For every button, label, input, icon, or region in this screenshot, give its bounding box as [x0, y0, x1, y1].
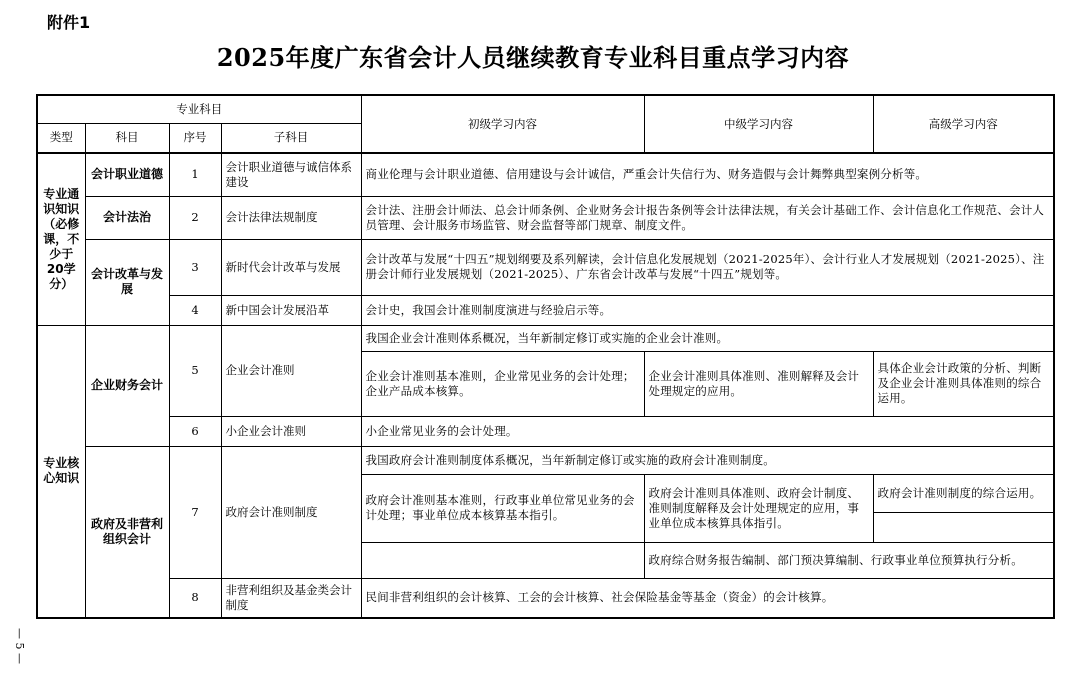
header-type: 类型: [37, 123, 85, 153]
table-row: [37, 416, 1054, 446]
subsubject-cell: 会计职业道德与诚信体系建设: [221, 153, 361, 196]
table-row: [37, 295, 1054, 325]
page-number: — 5 —: [13, 628, 26, 664]
table-row: [37, 325, 1054, 351]
table-row: [37, 239, 1054, 295]
subsubject-cell: 新中国会计发展沿革: [221, 295, 361, 325]
content-cell: 我国政府会计准则制度体系概况，当年新制定修订或实施的政府会计准则制度。: [361, 446, 1054, 474]
header-row-1: [37, 95, 1054, 123]
subsubject-cell: 会计法律法规制度: [221, 196, 361, 239]
type-general: 专业通识知识（必修课，不少于20学分）: [37, 153, 85, 325]
subject-enterprise: 企业财务会计: [85, 325, 169, 446]
content-cell: 民间非营利组织的会计核算、工会的会计核算、社会保险基金等基金（资金）的会计核算。: [361, 578, 1054, 618]
seq-cell: 6: [169, 416, 221, 446]
intermediate-content-cell: 政府会计准则具体准则、政府会计制度、准则制度解释及会计处理规定的应用，事业单位成本核算具体指引。: [644, 474, 873, 542]
intermediate-senior-content-cell: 政府综合财务报告编制、部门预决算编制、行政事业单位预算执行分析。: [644, 542, 1054, 578]
seq-cell: 5: [169, 325, 221, 416]
table-row: [37, 153, 1054, 196]
subject-government: 政府及非营利组织会计: [85, 446, 169, 618]
header-intermediate: 中级学习内容: [644, 95, 873, 153]
table-row: [37, 446, 1054, 474]
header-subsubject: 子科目: [221, 123, 361, 153]
junior-content-spacer: [361, 542, 644, 578]
seq-cell: 3: [169, 239, 221, 295]
senior-content-cell: 具体企业会计政策的分析、判断及企业会计准则具体准则的综合运用。: [873, 351, 1054, 416]
intermediate-content-cell: 企业会计准则具体准则、准则解释及会计处理规定的应用。: [644, 351, 873, 416]
header-seq: 序号: [169, 123, 221, 153]
seq-cell: 7: [169, 446, 221, 578]
subject-reform: 会计改革与发展: [85, 239, 169, 325]
senior-content-spacer: [873, 512, 1054, 542]
table-row: [37, 196, 1054, 239]
header-group: 专业科目: [37, 95, 361, 123]
junior-content-cell: 企业会计准则基本准则，企业常见业务的会计处理；企业产品成本核算。: [361, 351, 644, 416]
document-title: 2025年度广东省会计人员继续教育专业科目重点学习内容: [216, 43, 850, 72]
table-row: [37, 578, 1054, 618]
subsubject-cell: 新时代会计改革与发展: [221, 239, 361, 295]
seq-cell: 1: [169, 153, 221, 196]
subsubject-cell: 企业会计准则: [221, 325, 361, 416]
content-cell: 我国企业会计准则体系概况，当年新制定修订或实施的企业会计准则。: [361, 325, 1054, 351]
seq-cell: 4: [169, 295, 221, 325]
subsubject-cell: 小企业会计准则: [221, 416, 361, 446]
content-cell: 会计改革与发展“十四五”规划纲要及系列解读，会计信息化发展规划（2021-2025年）、会计行业人才发展规划（2021-2025）、注册会计师行业发展规划（2021-2025）、广东省会计改革与发展“十四五”规划等。: [361, 239, 1054, 295]
subsubject-cell: 非营利组织及基金类会计制度: [221, 578, 361, 618]
subsubject-cell: 政府会计准则制度: [221, 446, 361, 578]
type-core: 专业核心知识: [37, 325, 85, 618]
header-junior: 初级学习内容: [361, 95, 644, 153]
attachment-label: 附件1: [47, 13, 91, 32]
content-cell: 小企业常见业务的会计处理。: [361, 416, 1054, 446]
content-cell: 会计史，我国会计准则制度演进与经验启示等。: [361, 295, 1054, 325]
seq-cell: 2: [169, 196, 221, 239]
header-subject: 科目: [85, 123, 169, 153]
content-cell: 会计法、注册会计师法、总会计师条例、企业财务会计报告条例等会计法律法规，有关会计基础工作、会计信息化工作规范、会计人员管理、会计服务市场监管、财会监督等部门规章、制度文件。: [361, 196, 1054, 239]
subject-law: 会计法治: [85, 196, 169, 239]
junior-content-cell: 政府会计准则基本准则，行政事业单位常见业务的会计处理；事业单位成本核算基本指引。: [361, 474, 644, 542]
subject-ethics: 会计职业道德: [85, 153, 169, 196]
content-table: [36, 94, 1055, 619]
senior-content-cell: 政府会计准则制度的综合运用。: [873, 474, 1054, 512]
content-cell: 商业伦理与会计职业道德、信用建设与会计诚信，严重会计失信行为、财务造假与会计舞弊典型案例分析等。: [361, 153, 1054, 196]
header-senior: 高级学习内容: [873, 95, 1054, 153]
seq-cell: 8: [169, 578, 221, 618]
